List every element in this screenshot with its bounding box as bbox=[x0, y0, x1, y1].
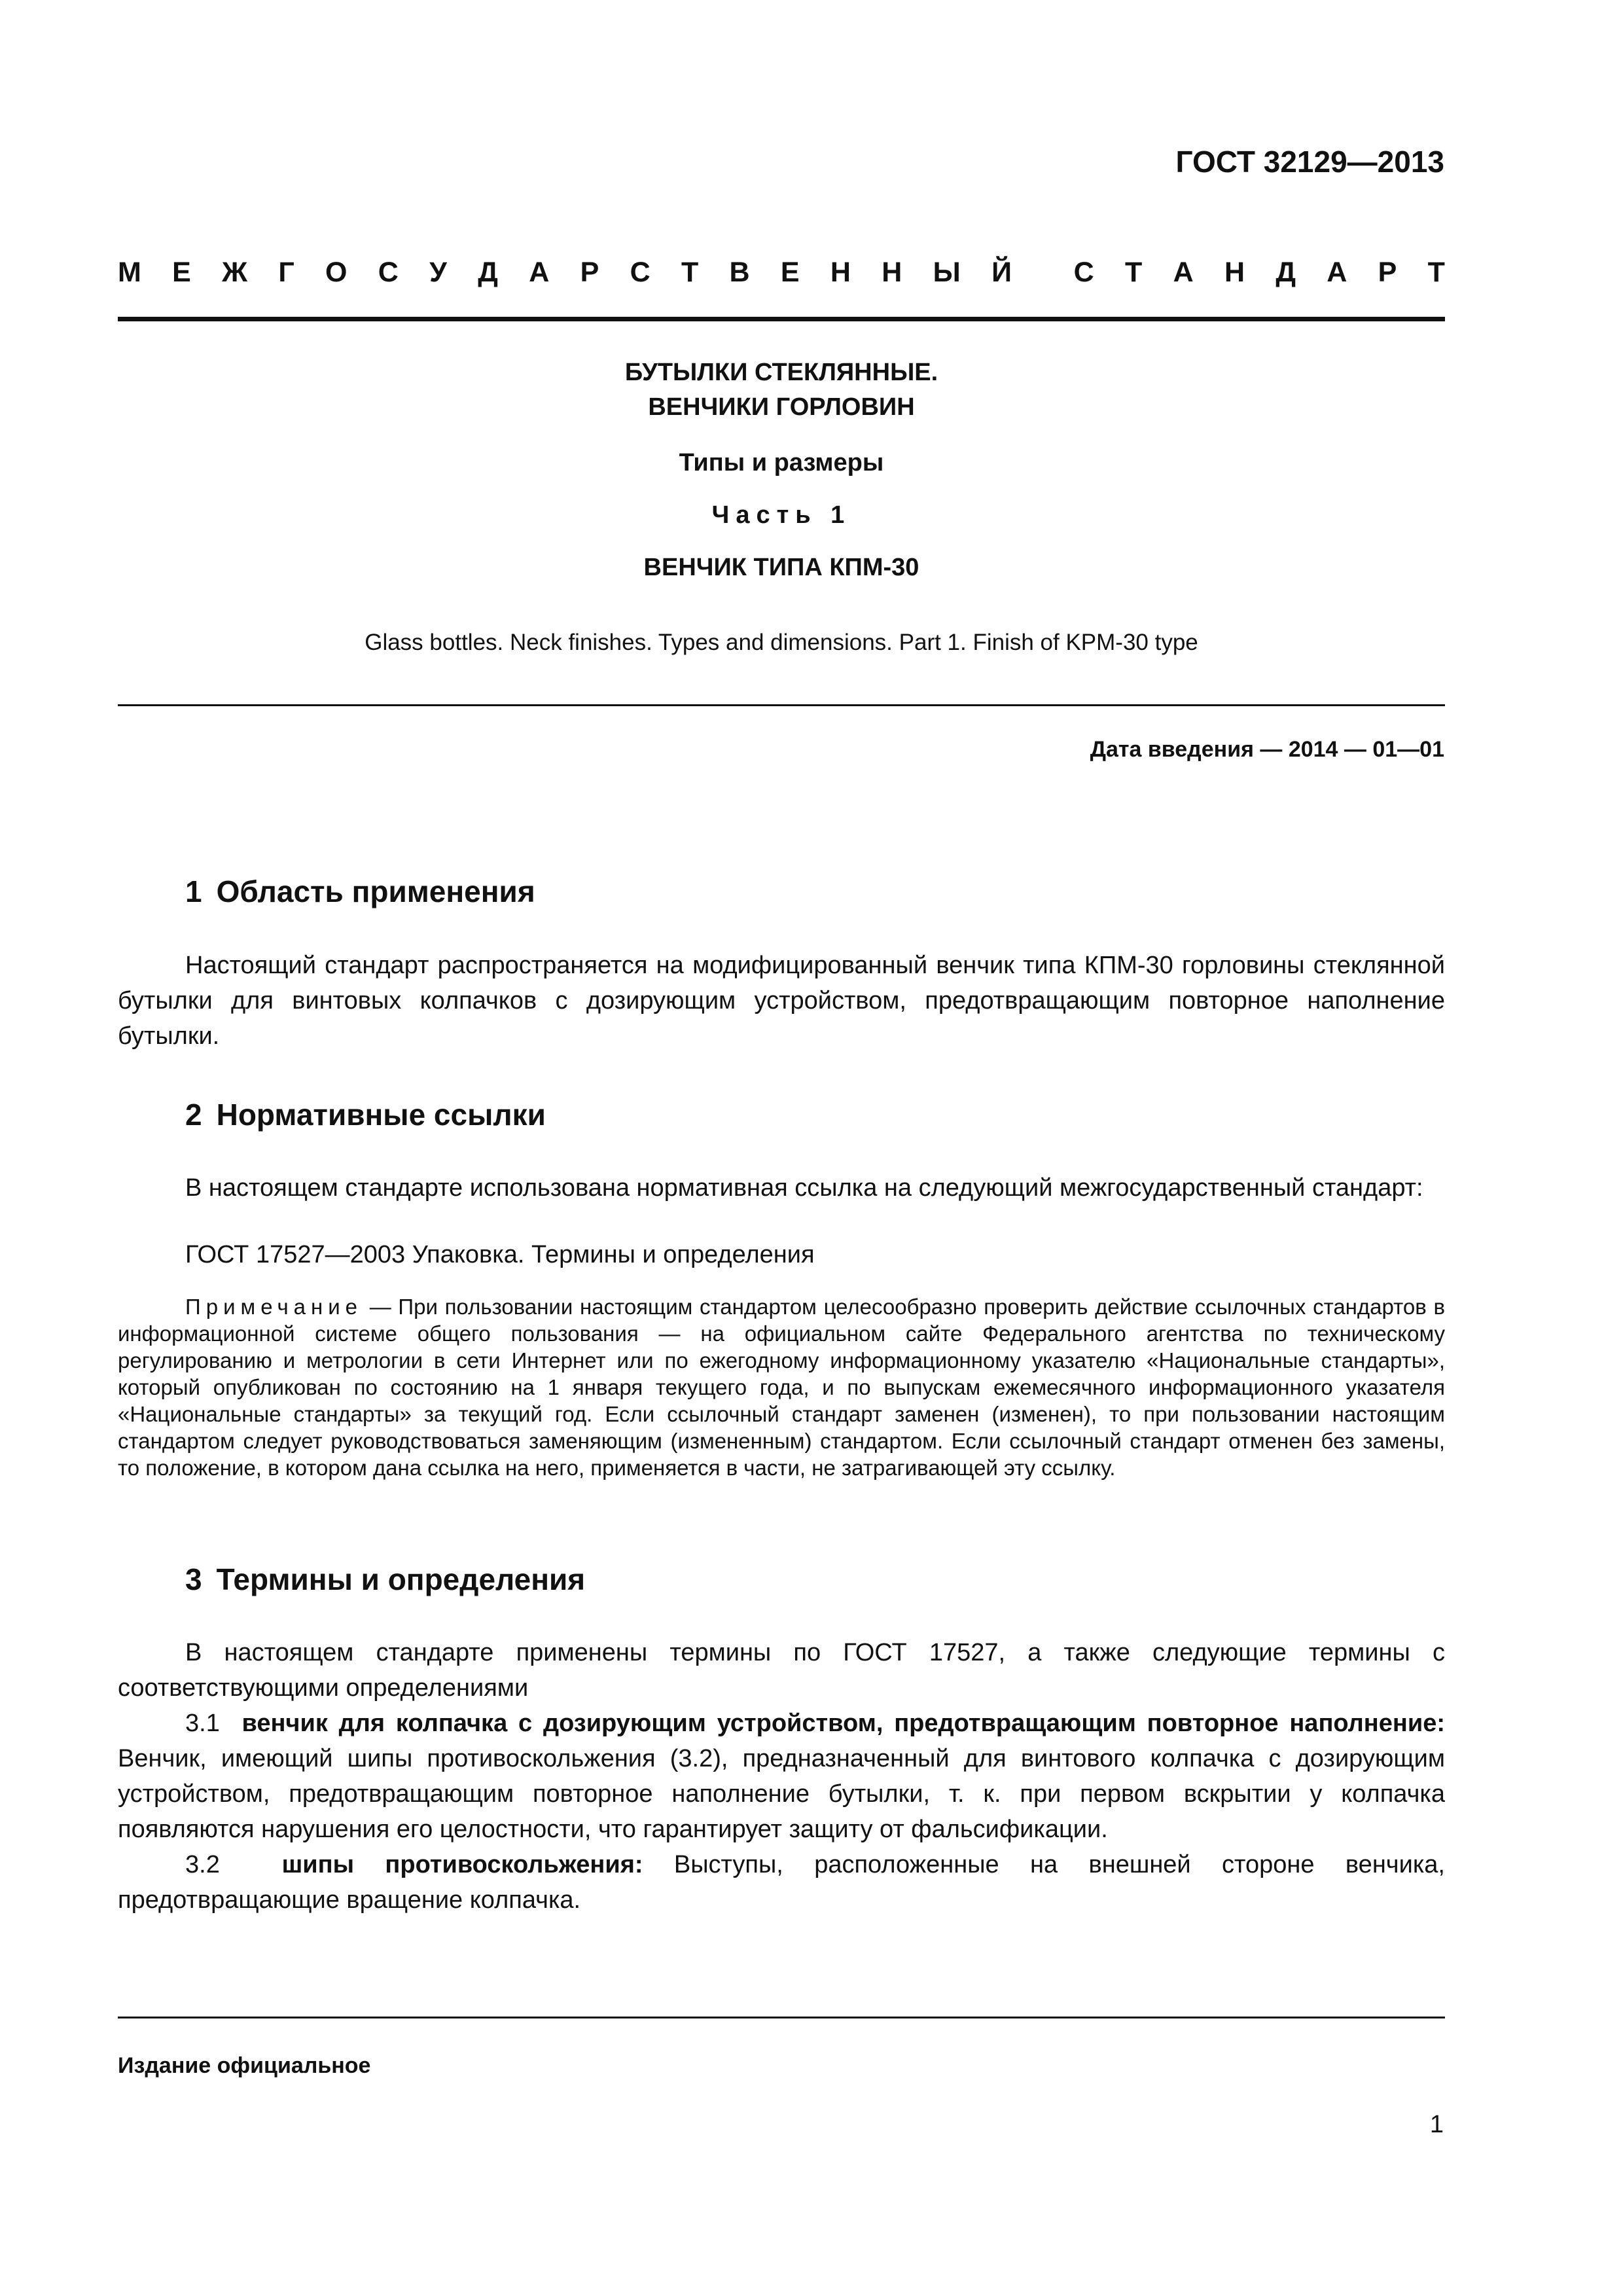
paragraph: В настоящем стандарте применены термины по ГОСТ 17527, а также следующие термины с соответствующими определениями bbox=[118, 1639, 1445, 1702]
section-2-note bbox=[118, 1293, 1445, 1481]
footer-rule bbox=[118, 2017, 1445, 2018]
title-line-1: БУТЫЛКИ СТЕКЛЯННЫЕ. bbox=[624, 359, 938, 386]
term-name: шипы противоскольжения: bbox=[281, 1851, 643, 1878]
title-line-3: ВЕНЧИК ТИПА КПМ-30 bbox=[643, 554, 919, 581]
standard-kind-letter: Ж bbox=[222, 257, 248, 288]
official-edition-label: Издание официальное bbox=[118, 2053, 371, 2078]
standard-kind-letter: О bbox=[325, 257, 348, 288]
standard-kind-heading bbox=[118, 257, 1445, 289]
section-title: Нормативные ссылки bbox=[216, 1098, 546, 1132]
standard-kind-letter: Н bbox=[830, 257, 851, 288]
standard-kind-letter: А bbox=[1173, 257, 1194, 288]
standard-kind-letter: Н bbox=[1224, 257, 1245, 288]
standard-kind-letter: С bbox=[630, 257, 651, 288]
term-definition-3-2 bbox=[118, 1847, 1445, 1918]
standard-kind-letter: В bbox=[729, 257, 750, 288]
section-1-heading bbox=[185, 874, 535, 909]
standard-kind-letter: Н bbox=[882, 257, 902, 288]
standard-kind-letter: А bbox=[1327, 257, 1347, 288]
standard-kind-letter: Е bbox=[172, 257, 191, 288]
normative-reference: ГОСТ 17527—2003 Упаковка. Термины и определения bbox=[185, 1241, 815, 1268]
section-number: 1 bbox=[185, 874, 202, 908]
title-line-2: ВЕНЧИКИ ГОРЛОВИН bbox=[648, 393, 915, 421]
note-label: Примечание bbox=[185, 1295, 363, 1319]
note-text: — При пользовании настоящим стандартом целесообразно проверить действие ссылочных стандартов в информационной системе общего пользования — на официальном сайте Федерального агентства по техническому регулированию и метрологии в сети Интернет или по ежегодному информационному указателю «Национальные стандарты», который опубликован по состоянию на 1 января текущего года, и по выпускам ежемесячного информационного указателя «Национальные стандарты» за текущий год. Если ссылочный стандарт заменен (изменен), то при пользовании настоящим стандартом следует руководствоваться заменяющим (измененным) стандартом. Если ссылочный стандарт отменен без замены, то положение, в котором дана ссылка на него, применяется в части, не затрагивающей эту ссылку. bbox=[118, 1295, 1445, 1480]
header-rule-thick bbox=[118, 317, 1445, 321]
paragraph: Настоящий стандарт распространяется на модифицированный венчик типа КПМ-30 горловины стеклянной бутылки для винтовых колпачков с дозирующим устройством, предотвращающим повторное наполнение бутылки. bbox=[118, 952, 1445, 1050]
section-number: 2 bbox=[185, 1098, 202, 1132]
standard-kind-letter: А bbox=[529, 257, 550, 288]
standard-kind-letter: Ы bbox=[933, 257, 961, 288]
section-3-body bbox=[118, 1635, 1445, 1918]
section-title: Термины и определения bbox=[216, 1562, 586, 1596]
section-3-heading bbox=[185, 1562, 585, 1597]
document-code: ГОСТ 32129—2013 bbox=[1175, 145, 1444, 179]
section-1-body bbox=[118, 948, 1445, 1054]
standard-kind-letter: Р bbox=[1378, 257, 1397, 288]
standard-kind-letter: С bbox=[378, 257, 399, 288]
section-2-heading bbox=[185, 1097, 546, 1132]
standard-kind-letter: Г bbox=[278, 257, 294, 288]
term-number: 3.2 bbox=[185, 1851, 282, 1878]
standard-kind-letter: Т bbox=[1427, 257, 1445, 288]
term-text: Выступы, расположенные на внешней стороне венчика, предотвращающие вращение колпачка. bbox=[118, 1851, 1445, 1914]
paragraph: В настоящем стандарте использована нормативная ссылка на следующий межгосударственный стандарт: bbox=[185, 1174, 1423, 1202]
standard-kind-letter: Р bbox=[580, 257, 599, 288]
english-title: Glass bottles. Neck finishes. Types and dimensions. Part 1. Finish of KPM-30 type bbox=[365, 630, 1198, 655]
term-text: Венчик, имеющий шипы противоскольжения (3.2), предназначенный для винтового колпачка с дозирующим устройством, предотвращающим повторное наполнение бутылки, т. к. при первом вскрытии у колпачка появляются нарушения его целостности, что гарантирует защиту от фальсификации. bbox=[118, 1745, 1445, 1843]
standard-kind-letter: С bbox=[1073, 257, 1094, 288]
term-number: 3.1 bbox=[185, 1710, 242, 1737]
standard-kind-letter: Д bbox=[478, 257, 498, 288]
standard-kind-letter: Т bbox=[681, 257, 699, 288]
title-subtitle: Типы и размеры bbox=[679, 449, 884, 476]
page-number: 1 bbox=[1429, 2111, 1444, 2138]
standard-kind-letter: У bbox=[429, 257, 447, 288]
standard-kind-letter: Д bbox=[1275, 257, 1296, 288]
standard-kind-letter: Е bbox=[780, 257, 800, 288]
standard-kind-letter: М bbox=[118, 257, 141, 288]
standard-kind-letter: Й bbox=[991, 257, 1012, 288]
term-name: венчик для колпачка с дозирующим устройством, предотвращающим повторное наполнение: bbox=[241, 1710, 1445, 1737]
standard-kind-letter: Т bbox=[1124, 257, 1143, 288]
term-definition-3-1 bbox=[118, 1706, 1445, 1847]
title-rule bbox=[118, 704, 1445, 706]
title-part: Часть 1 bbox=[711, 501, 851, 529]
introduction-date: Дата введения — 2014 — 01—01 bbox=[1090, 737, 1444, 762]
section-title: Область применения bbox=[216, 874, 535, 908]
section-2-body bbox=[118, 1170, 1445, 1206]
section-number: 3 bbox=[185, 1562, 202, 1596]
